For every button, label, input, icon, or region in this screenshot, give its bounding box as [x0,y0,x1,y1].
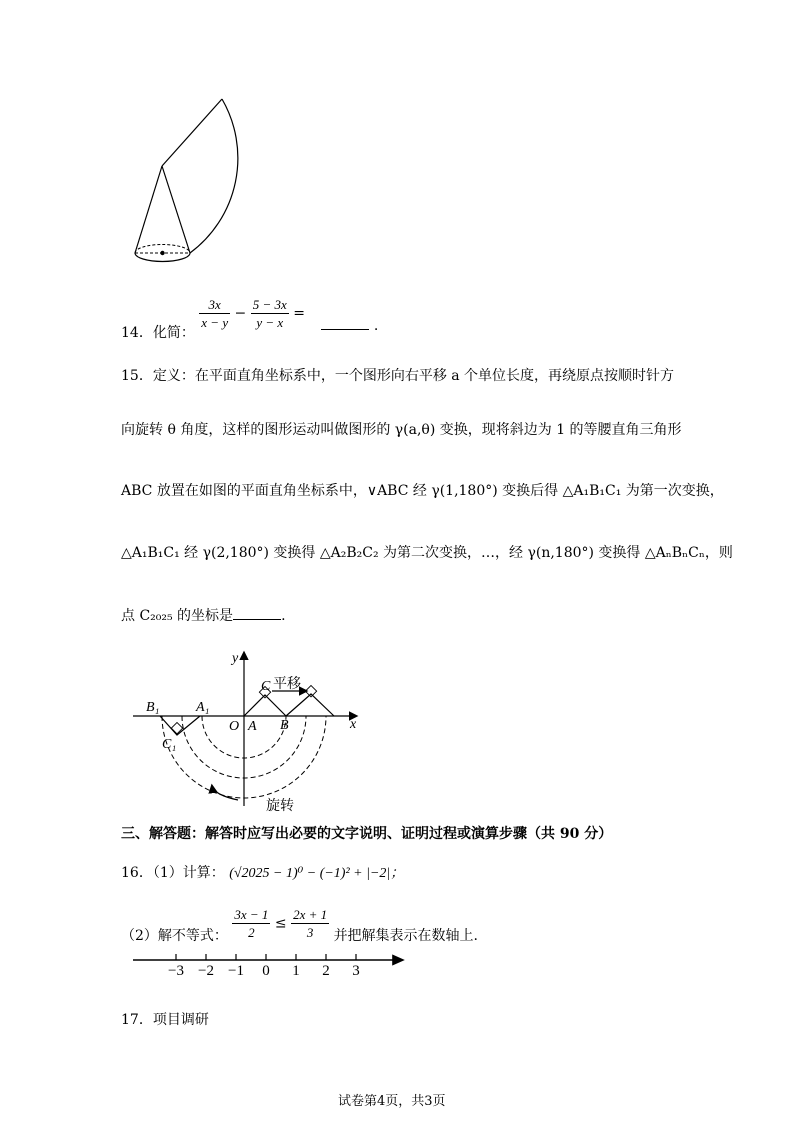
label-a1: A₁ [196,700,210,715]
q16-part2-label: （2）解不等式： [121,927,228,944]
label-o: O [229,719,240,734]
number-line-label: 3 [352,963,360,979]
q16-leq: ≤ [274,915,287,932]
q16-part-2 [121,906,479,944]
question-14 [121,296,379,341]
q14-number: 14．化简： [121,324,195,341]
q16-part1-expression: (√2025 − 1)⁰ − (−1)² + |−2|； [229,866,405,881]
number-line-label: 1 [292,963,300,979]
number-line-label: −3 [168,963,184,979]
q14-answer-blank [321,329,369,330]
q14-fraction-1: $\frac{3x}{x - y}$ [201,297,229,330]
q15-period: . [281,608,286,624]
number-line-label: −1 [228,963,244,979]
number-line-label: 2 [322,963,330,979]
q15-line-4: △A₁B₁C₁ 经 γ(2,180°) 变换得 △A₂B₂C₂ 为第二次变换，…，经 γ(n,180°) 变换得 △AₙBₙCₙ，则 [121,545,733,561]
q16-part-1 [121,863,404,884]
q15-line-5 [121,606,286,626]
label-x: x [350,717,357,732]
q14-fraction-2: $\frac{5 - 3x}{y - x}$ [252,297,287,330]
section-3-title: 三、解答题：解答时应写出必要的文字说明、证明过程或演算步骤（共 90 分） [121,826,613,842]
label-a: A [248,719,257,734]
q17-label: 17．项目调研 [121,1012,209,1028]
number-line [128,950,408,982]
label-shift: 平移 [273,676,301,692]
q15-line-3: ABC 放置在如图的平面直角坐标系中，∨ABC 经 γ(1,180°) 变换后得 △A₁B₁C₁ 为第一次变换， [121,483,724,499]
q15-answer-blank [233,619,281,620]
q14-minus: − [234,305,247,322]
transformation-figure [125,645,370,815]
label-rotate: 旋转 [266,798,294,814]
number-line-label: −2 [198,963,214,979]
label-c1: C₁ [162,737,177,752]
q15-line-2: 向旋转 θ 角度，这样的图形运动叫做图形的 γ(a,θ) 变换，现将斜边为 1 的等腰直角三角形 [121,422,682,438]
q16-fraction-2: $\frac{2x + 1}{3}$ [293,907,328,940]
cone-sector-figure [120,90,300,275]
q16-fraction-1: $\frac{3x - 1}{2}$ [234,907,269,940]
page-footer: 试卷第4页，共3页 [338,1094,446,1109]
q16-part2-tail: 并把解集表示在数轴上. [333,927,479,944]
q16-part1-label: 16．（1）计算： [121,865,225,881]
q14-equals: = [293,305,305,322]
q15-line-5-text: 点 C₂₀₂₅ 的坐标是 [121,608,234,624]
q14-period: . [373,317,379,334]
q15-line-1: 15．定义：在平面直角坐标系中，一个图形向右平移 a 个单位长度，再绕原点按顺时针方 [121,368,675,384]
label-b: B [280,718,289,733]
number-line-label: 0 [262,963,270,979]
label-y: y [232,651,239,666]
label-c: C [261,679,271,694]
label-b1: B₁ [146,700,160,715]
